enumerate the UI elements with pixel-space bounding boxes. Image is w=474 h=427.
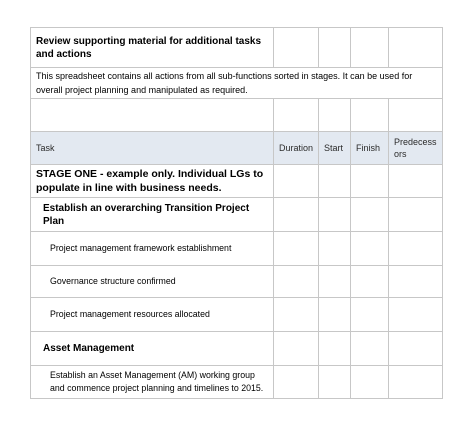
start-cell[interactable] (319, 165, 351, 198)
predecessors-cell[interactable] (389, 366, 443, 399)
header-row (31, 132, 443, 165)
duration-cell[interactable] (274, 198, 319, 232)
empty-cell[interactable] (31, 99, 274, 132)
task-cell[interactable]: Project management resources allocated (31, 298, 274, 332)
finish-cell[interactable] (351, 266, 389, 298)
task-row (31, 366, 443, 399)
finish-cell[interactable] (351, 298, 389, 332)
project-plan-table (30, 27, 443, 399)
finish-cell[interactable] (351, 332, 389, 366)
duration-cell[interactable] (274, 298, 319, 332)
empty-cell[interactable] (319, 28, 351, 68)
predecessors-cell[interactable] (389, 165, 443, 198)
task-cell[interactable]: Project management framework establishment (31, 232, 274, 266)
duration-cell[interactable] (274, 232, 319, 266)
duration-cell[interactable] (274, 266, 319, 298)
empty-cell[interactable] (274, 99, 319, 132)
task-row (31, 232, 443, 266)
finish-cell[interactable] (351, 366, 389, 399)
task-cell[interactable]: Governance structure confirmed (31, 266, 274, 298)
task-row (31, 298, 443, 332)
empty-cell[interactable] (274, 28, 319, 68)
empty-cell[interactable] (319, 99, 351, 132)
duration-cell[interactable] (274, 366, 319, 399)
column-header-duration[interactable]: Duration (274, 132, 319, 165)
task-row (31, 198, 443, 232)
empty-cell[interactable] (351, 99, 389, 132)
predecessors-cell[interactable] (389, 332, 443, 366)
description-row (31, 68, 443, 99)
predecessors-cell[interactable] (389, 198, 443, 232)
empty-cell[interactable] (389, 99, 443, 132)
duration-cell[interactable] (274, 332, 319, 366)
column-header-finish[interactable]: Finish (351, 132, 389, 165)
start-cell[interactable] (319, 332, 351, 366)
finish-cell[interactable] (351, 232, 389, 266)
predecessors-cell[interactable] (389, 266, 443, 298)
spreadsheet (30, 27, 442, 399)
duration-cell[interactable] (274, 165, 319, 198)
title-row (31, 28, 443, 68)
start-cell[interactable] (319, 232, 351, 266)
finish-cell[interactable] (351, 198, 389, 232)
task-row (31, 266, 443, 298)
finish-cell[interactable] (351, 165, 389, 198)
predecessors-cell[interactable] (389, 232, 443, 266)
empty-cell[interactable] (351, 28, 389, 68)
sheet-title[interactable]: Review supporting material for additional tasks and actions (31, 28, 274, 68)
start-cell[interactable] (319, 298, 351, 332)
task-cell[interactable]: Establish an Asset Management (AM) working group and commence project planning and timelines to 2015. (31, 366, 274, 399)
empty-cell[interactable] (389, 28, 443, 68)
start-cell[interactable] (319, 266, 351, 298)
sheet-description[interactable]: This spreadsheet contains all actions from all sub-functions sorted in stages. It can be used for overall project planning and manipulated as required. (31, 68, 443, 99)
task-cell[interactable]: STAGE ONE - example only. Individual LGs to populate in line with business needs. (31, 165, 274, 198)
column-header-start[interactable]: Start (319, 132, 351, 165)
task-row (31, 332, 443, 366)
task-cell[interactable]: Establish an overarching Transition Project Plan (31, 198, 274, 232)
column-header-task[interactable]: Task (31, 132, 274, 165)
predecessors-cell[interactable] (389, 298, 443, 332)
stage-row (31, 165, 443, 198)
column-header-predecessors[interactable]: Predecessors (389, 132, 443, 165)
start-cell[interactable] (319, 198, 351, 232)
spacer-row (31, 99, 443, 132)
task-cell[interactable]: Asset Management (31, 332, 274, 366)
start-cell[interactable] (319, 366, 351, 399)
